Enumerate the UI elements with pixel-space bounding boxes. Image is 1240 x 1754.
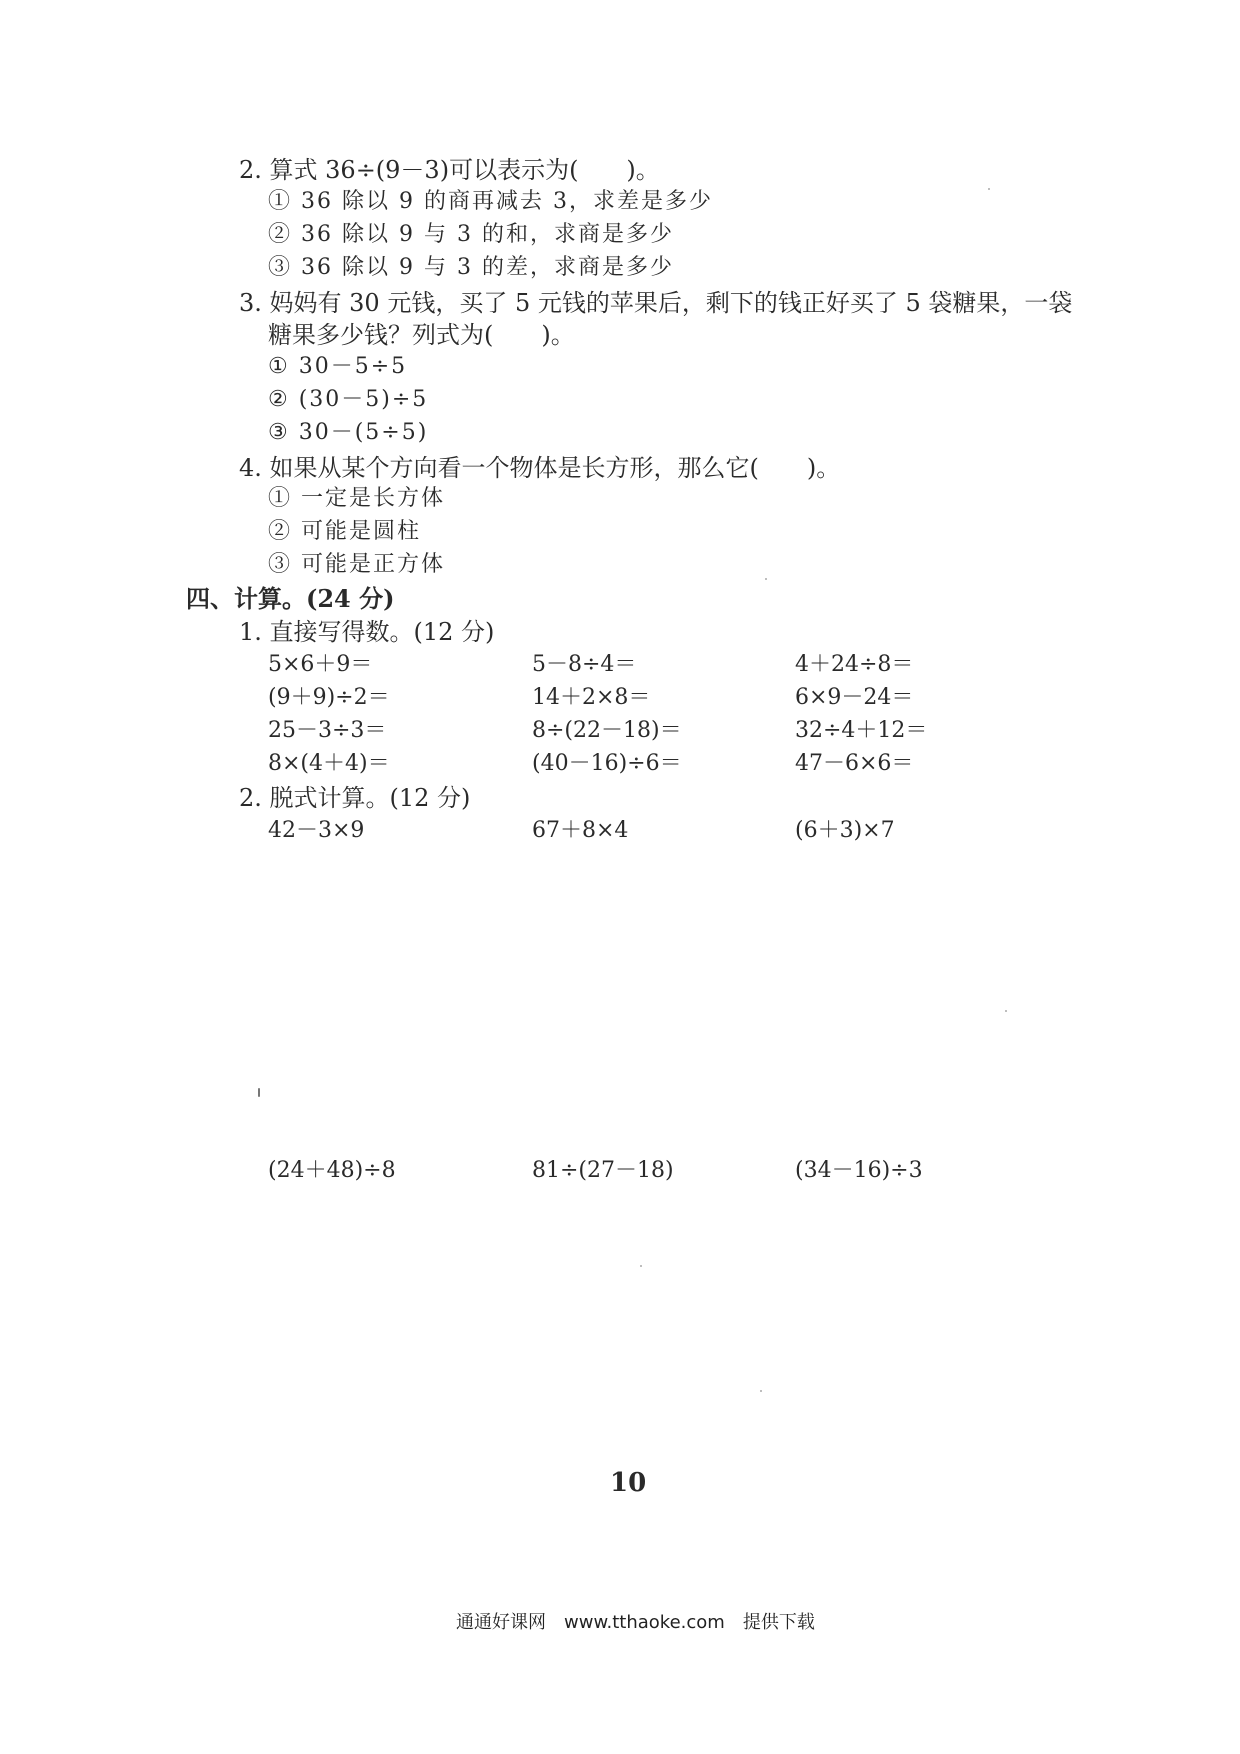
mental-calc-expression: 5×6＋9＝ (268, 652, 373, 677)
scan-speck (258, 1088, 260, 1097)
mental-calc-expression: 5－8÷4＝ (532, 652, 637, 677)
question-3-stem-line-2: 糖果多少钱？列式为( )。 (268, 321, 575, 349)
question-3-option-1: ① 30－5÷5 (268, 354, 408, 379)
scan-speck (988, 188, 990, 190)
mental-calc-expression: 8×(4＋4)＝ (268, 751, 390, 776)
mental-calc-expression: 4＋24÷8＝ (795, 652, 914, 677)
question-4-stem: 4. 如果从某个方向看一个物体是长方形，那么它( )。 (239, 454, 841, 482)
step-calc-expression: (6＋3)×7 (795, 818, 895, 843)
footer-credit: 通通好课网 www.tthaoke.com 提供下载 (456, 1612, 815, 1633)
scan-speck (765, 578, 767, 580)
mental-calc-expression: 14＋2×8＝ (532, 685, 651, 710)
section-4-part-1-title: 1. 直接写得数。(12 分) (239, 618, 495, 646)
question-2-option-1: ① 36 除以 9 的商再减去 3，求差是多少 (268, 189, 713, 214)
mental-calc-expression: (9＋9)÷2＝ (268, 685, 390, 710)
mental-calc-expression: 8÷(22－18)＝ (532, 718, 682, 743)
question-4-option-3: ③ 可能是正方体 (268, 552, 445, 577)
question-2-option-2: ② 36 除以 9 与 3 的和，求商是多少 (268, 222, 674, 247)
question-4-option-2: ② 可能是圆柱 (268, 519, 421, 544)
question-3-stem-line-1: 3. 妈妈有 30 元钱，买了 5 元钱的苹果后，剩下的钱正好买了 5 袋糖果，一袋 (239, 289, 1073, 317)
section-4-title: 四、计算。(24 分) (186, 584, 395, 613)
scan-speck (1005, 1010, 1007, 1012)
mental-calc-expression: 6×9－24＝ (795, 685, 914, 710)
mental-calc-expression: 25－3÷3＝ (268, 718, 387, 743)
question-3-option-2: ② (30－5)÷5 (268, 387, 429, 412)
mental-calc-expression: 47－6×6＝ (795, 751, 914, 776)
mental-calc-expression: (40－16)÷6＝ (532, 751, 682, 776)
step-calc-expression: (24＋48)÷8 (268, 1158, 396, 1183)
question-4-option-1: ① 一定是长方体 (268, 486, 445, 511)
step-calc-expression: 42－3×9 (268, 818, 365, 843)
section-4-part-2-title: 2. 脱式计算。(12 分) (239, 784, 471, 812)
step-calc-expression: 67＋8×4 (532, 818, 629, 843)
question-3-option-3: ③ 30－(5÷5) (268, 420, 429, 445)
question-2-option-3: ③ 36 除以 9 与 3 的差，求商是多少 (268, 255, 674, 280)
step-calc-expression: (34－16)÷3 (795, 1158, 923, 1183)
question-2-stem: 2. 算式 36÷(9－3)可以表示为( )。 (239, 156, 660, 184)
scan-speck (640, 1265, 642, 1267)
page-number: 10 (610, 1468, 647, 1498)
step-calc-expression: 81÷(27－18) (532, 1158, 674, 1183)
scan-speck (760, 1390, 762, 1392)
mental-calc-expression: 32÷4＋12＝ (795, 718, 928, 743)
